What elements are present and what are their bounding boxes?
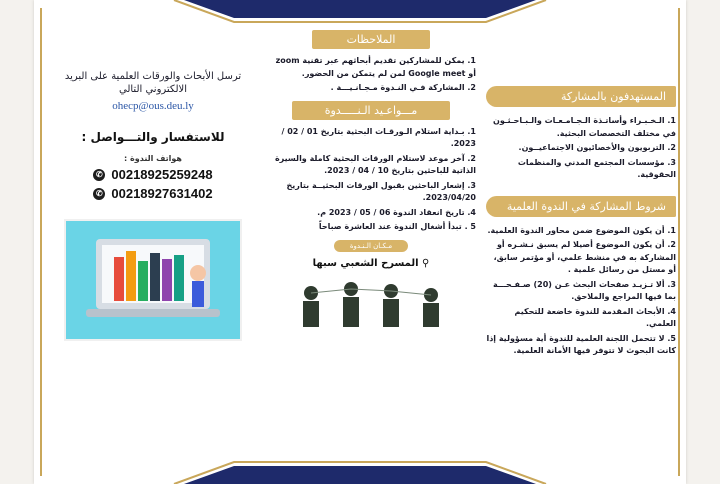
bottom-frame-decoration xyxy=(34,458,686,484)
list-item: 5. لا تتحمل اللجنة العلمية للندوة أية مسؤولية إذا كانت البحوث لا تتوفر فيها الأمانة العلمية. xyxy=(486,333,676,355)
right-border-line xyxy=(678,8,680,476)
location-pin-icon: ⚲ xyxy=(422,257,430,269)
list-item: 1. يمكن للمشاركين تقديم أبحاثهم عبر تقنية zoom أو Google meet لمن لم يتمكن من الحضور. xyxy=(275,56,476,78)
brochure-sheet xyxy=(34,0,686,484)
phone-number-text: 00218927631402 xyxy=(111,186,213,201)
venue-label: مـكـان الـنـدوة xyxy=(334,240,408,252)
list-item: 4. الأبحاث المقدمة للندوة خاضعة للتحكيم العلمي. xyxy=(514,306,676,328)
laptop-books-illustration xyxy=(64,219,242,341)
notes-list xyxy=(266,55,476,95)
list-item: 5 . تبدأ أشغال الندوة عند العاشرة صباحاً xyxy=(318,222,476,231)
list-item: 1. الـخـبـراء وأساتـذة الـجـامـعـات والـبـاحـثـون في مختلف التخصصات البحثية. xyxy=(493,116,676,138)
list-item: 2. المشاركة فـي النـدوة مـجـانـيـــة . xyxy=(330,83,476,92)
submission-email[interactable]: ohecp@ous.deu.ly xyxy=(112,100,194,112)
laptop-books-icon xyxy=(66,221,240,339)
left-border-line xyxy=(40,8,42,476)
phone-number-2[interactable] xyxy=(48,186,258,201)
list-item: 2. آخر موعد لاستلام الورقات البحثية كاملة والسيرة الذاتية للباحثين بتاريخ 10 / 04 / 2023. xyxy=(274,153,476,175)
list-item: 3. ألا تـزيـد صفحات البحث عـن (20) صـفـحـــة بما فيها المراجع والملاحق. xyxy=(492,279,676,301)
notes-heading: الملاحظات xyxy=(312,30,430,49)
list-item: 3. إشعار الباحثين بقبول الورقات البحثيــة بتاريخ 2023/04/20. xyxy=(286,180,476,202)
list-item: 3. مؤسسات المجتمع المدني والمنظمات الحقوقية. xyxy=(517,157,676,179)
conditions-heading: شروط المشاركة في الندوة العلمية xyxy=(486,196,676,217)
phones-label: هواتف الندوة : xyxy=(124,154,182,163)
participation-panel xyxy=(486,30,676,454)
list-item: 2. أن يكون الموضوع أصيلا لم يسبق نـشـره أو المشاركة به في منشط علمي، أو مؤتمر سابق، أو مستل من رسائل علمية . xyxy=(493,240,676,274)
contact-panel xyxy=(48,30,258,454)
dates-list xyxy=(266,126,476,234)
conditions-list xyxy=(486,225,676,358)
list-item: 1. أن يكون الموضوع ضمن محاور الندوة العلمية. xyxy=(487,225,676,235)
people-network-illustration xyxy=(281,273,461,333)
list-item: 4. تاريخ انعقاد الندوة 06 / 05 / 2023 م. xyxy=(317,207,476,217)
schedule-panel xyxy=(266,30,476,454)
contact-title: للاستفسار والتـــواصل : xyxy=(81,130,225,144)
venue xyxy=(266,258,476,269)
submission-intro: ترسل الأبحاث والورقات العلمية على البريد الالكتروني التالي xyxy=(64,71,242,95)
list-item: 1. بـداية استلام الـورقـات البحثية بتاريخ 01 / 02 / 2023. xyxy=(281,126,476,148)
phone-number-1[interactable] xyxy=(48,167,258,182)
list-item: 2. التربويون والأخصائيون الاجتماعيــون. xyxy=(518,143,676,152)
top-frame-decoration xyxy=(34,0,686,26)
targets-list xyxy=(486,115,676,182)
whatsapp-icon: ✆ xyxy=(93,188,105,200)
venue-name: المسرح الشعبي سبها xyxy=(312,257,419,269)
whatsapp-icon: ✆ xyxy=(93,169,105,181)
dates-heading: مـــواعـيد الـنـــــدوة xyxy=(292,101,450,120)
phone-number-text: 00218925259248 xyxy=(111,167,213,182)
target-heading: المستهدفون بالمشاركة xyxy=(486,86,676,107)
